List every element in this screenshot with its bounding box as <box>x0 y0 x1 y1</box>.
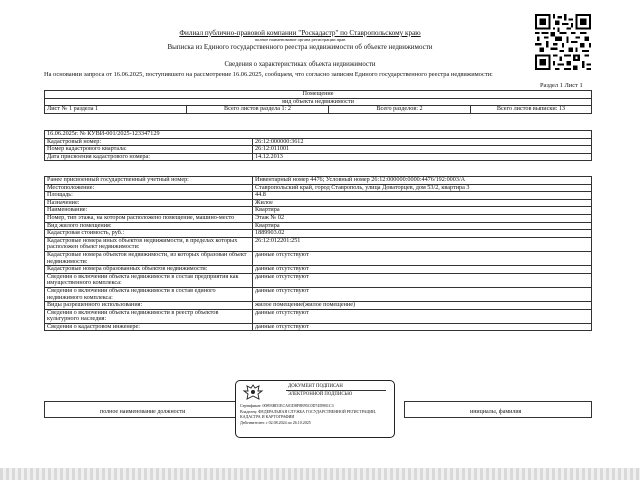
row-label: Кадастровые номера иных объектов недвижимости, в пределах которых расположен объект недвижимости: <box>45 237 253 251</box>
emblem-icon <box>242 383 264 401</box>
signed-line1: ДОКУМЕНТ ПОДПИСАН <box>288 384 343 389</box>
row-value: 14.12.2013 <box>253 153 592 161</box>
row-label: Кадастровая стоимость, руб.: <box>45 230 253 238</box>
row-label: Местоположение: <box>45 184 253 192</box>
row-label: Виды разрешенного использования: <box>45 302 253 310</box>
row-value: данные отсутствуют <box>253 323 592 331</box>
table-row <box>45 323 592 331</box>
row-label: Сведения о включении объекта недвижимости в реестр объектов культурного наследия: <box>45 309 253 323</box>
row-value: Инвентарный номер 4476; Условный номер 26:12:000000:0000:4476/192:0003/А <box>253 177 592 185</box>
extract-sheets-total: Всего листов выписки: 13 <box>471 106 592 114</box>
row-label: Дата присвоения кадастрового номера: <box>45 153 253 161</box>
row-value: 26:12:011001 <box>253 146 592 154</box>
row-value: данные отсутствуют <box>253 273 592 287</box>
signature-details <box>240 403 390 425</box>
position-label: полное наименование должности <box>100 409 186 415</box>
owner: Владелец: ФЕДЕРАЛЬНАЯ СЛУЖБА ГОСУДАРСТВЕННОЙ РЕГИСТРАЦИИ, КАДАСТРА И КАРТОГРАФИИ <box>240 408 377 419</box>
row-label: Площадь: <box>45 192 253 200</box>
row-value: жилое помещение(жилое помещение) <box>253 302 592 310</box>
id-table <box>44 130 592 161</box>
meta-table <box>44 90 592 114</box>
row-value: данные отсутствуют <box>253 309 592 323</box>
stamp-divider <box>286 390 386 391</box>
row-value: 26:12:000000:3612 <box>253 138 592 146</box>
row-value: 26:12:012201:251 <box>253 237 592 251</box>
details-table <box>44 176 592 331</box>
table-row <box>45 251 592 265</box>
row-label: Номер кадастрового квартала: <box>45 146 253 154</box>
request-text: На основании запроса от 16.06.2025, поступившего на рассмотрение 16.06.2025, сообщаем, что согласно записям Единого государственного реестра недвижимости: <box>44 71 493 78</box>
scan-edge <box>0 468 640 480</box>
initials-label: инициалы, фамилия <box>470 409 522 415</box>
sheet-number: Лист № 1 раздела 1 <box>45 106 187 114</box>
row-value: данные отсутствуют <box>253 251 592 265</box>
object-type-title: Помещение <box>45 91 592 99</box>
row-value: Ставропольский край, город Ставрополь, улица Доваторцев, дом 53/2, квартира 3 <box>253 184 592 192</box>
row-label: Кадастровый номер: <box>45 138 253 146</box>
info-title: Сведения о характеристиках объекта недвижимости <box>224 61 376 68</box>
table-row <box>45 222 592 230</box>
row-label: Кадастровые номера объектов недвижимости, из которых образован объект недвижимости: <box>45 251 253 265</box>
certificate: Сертификат: 00893BD1ECA01D8F8B95C0D74D9B1C3 <box>240 403 334 408</box>
table-row <box>45 199 592 207</box>
row-label: Назначение: <box>45 199 253 207</box>
row-value: 1889903.02 <box>253 230 592 238</box>
sheets-total: Всего листов раздела 1: 2 <box>187 106 329 114</box>
section-label: Раздел 1 Лист 1 <box>540 82 583 89</box>
table-row <box>45 184 592 192</box>
row-value: 44.8 <box>253 192 592 200</box>
row-label: Кадастровые номера образованных объектов недвижимости: <box>45 266 253 274</box>
row-value: Жилое <box>253 199 592 207</box>
validity: Действителен: с 02.08.2024 по 26.10.2025 <box>240 419 311 425</box>
org-sub: полное наименование органа регистрации прав <box>254 37 346 42</box>
extract-number: 16.06.2025г. № КУВИ-001/2025-123347129 <box>45 131 592 139</box>
row-label: Сведения о кадастровом инженере: <box>45 323 253 331</box>
signature-stamp <box>235 380 395 438</box>
table-row <box>45 214 592 222</box>
extract-title: Выписка из Единого государственного реестра недвижимости об объекте недвижимости <box>167 43 433 51</box>
object-type-subtitle: вид объекта недвижимости <box>45 98 592 106</box>
row-value: Квартира <box>253 207 592 215</box>
row-label: Ранее присвоенный государственный учетный номер: <box>45 177 253 185</box>
signed-line2: ЭЛЕКТРОННОЙ ПОДПИСЬЮ <box>288 392 353 397</box>
row-label: Номер, тип этажа, на котором расположено помещение, машино-место <box>45 214 253 222</box>
table-row <box>45 273 592 287</box>
row-label: Вид жилого помещения: <box>45 222 253 230</box>
row-value: Этаж № 02 <box>253 214 592 222</box>
sections-total: Всего разделов: 2 <box>329 106 471 114</box>
table-row <box>45 192 592 200</box>
table-row <box>45 309 592 323</box>
qr-code-icon <box>535 14 591 70</box>
row-label: Сведения о включении объекта недвижимости в состав предприятия как имущественного комплекса: <box>45 273 253 287</box>
table-row <box>45 153 592 161</box>
row-label: Наименование: <box>45 207 253 215</box>
row-value: Квартира <box>253 222 592 230</box>
row-label: Сведения о включении объекта недвижимости в состав единого недвижимого комплекса: <box>45 287 253 301</box>
row-value: данные отсутствуют <box>253 287 592 301</box>
table-row <box>45 287 592 301</box>
org-name: Филиал публично-правовой компании "Роскадастр" по Ставропольскому краю <box>179 29 421 37</box>
table-row <box>45 177 592 185</box>
row-value: данные отсутствуют <box>253 266 592 274</box>
table-row <box>45 237 592 251</box>
